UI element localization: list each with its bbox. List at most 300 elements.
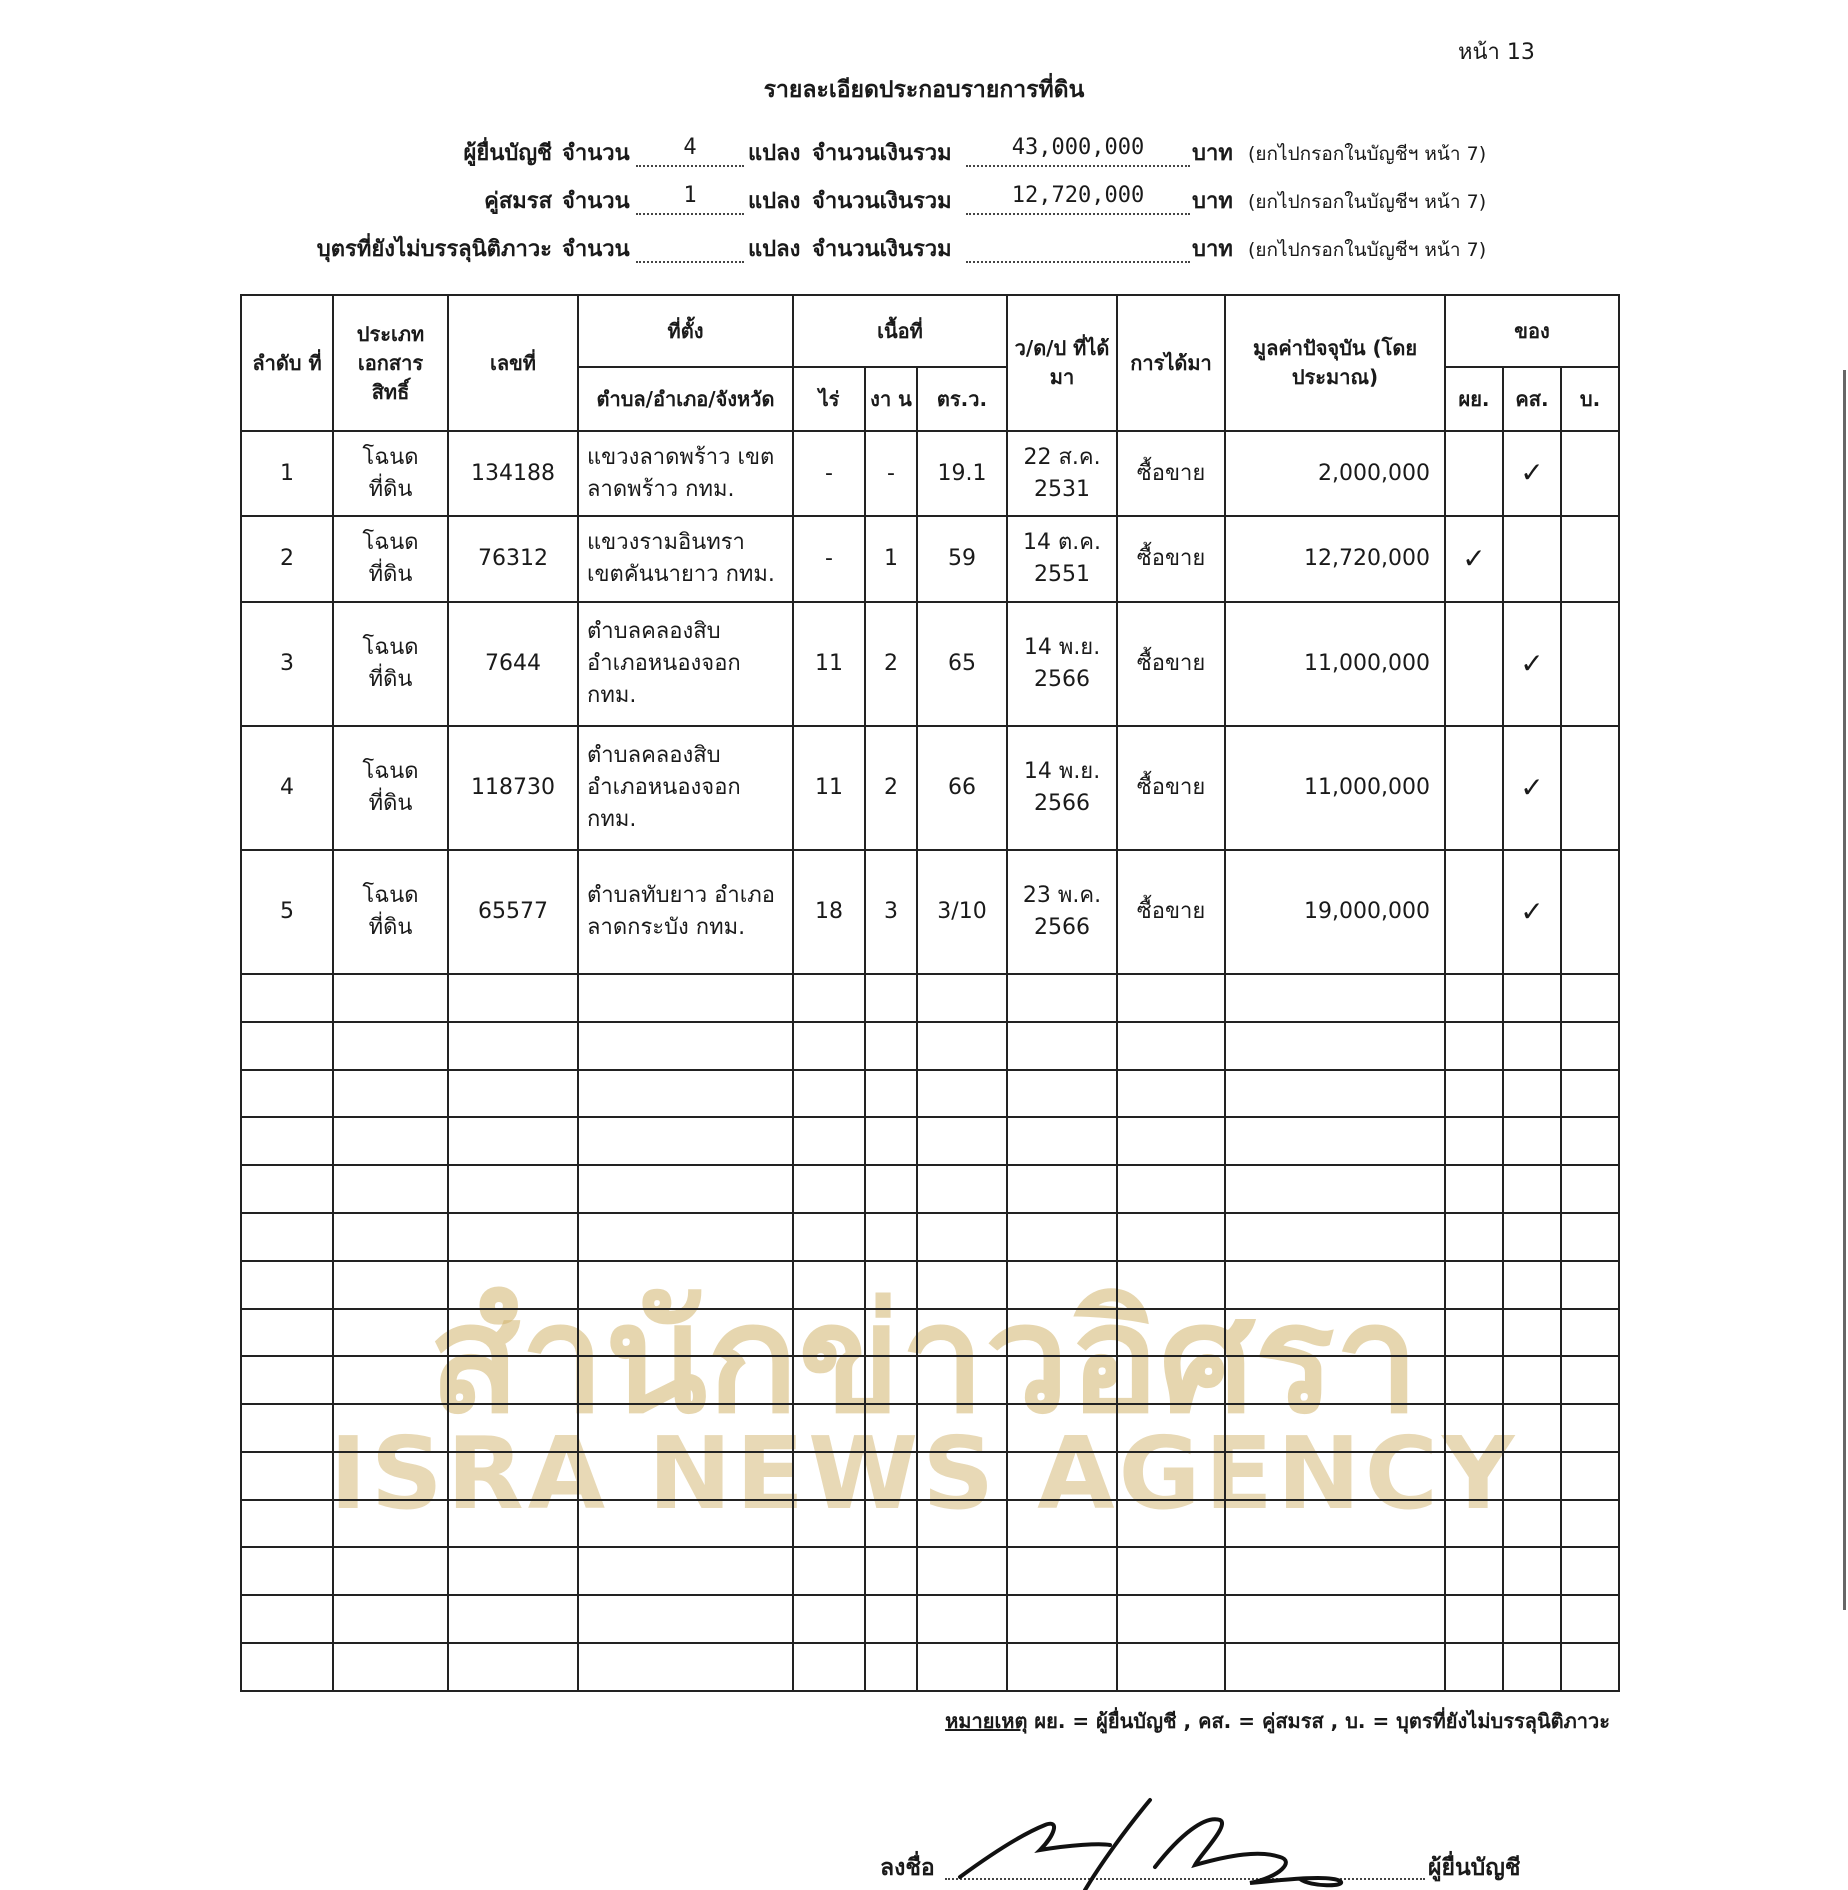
cell-date: 23 พ.ค. 2566 — [1007, 850, 1117, 974]
footnote — [945, 1705, 1610, 1737]
summary-label: คู่สมรส — [484, 189, 552, 214]
empty-cell — [865, 1404, 917, 1452]
cell-date: 14 พ.ย. 2566 — [1007, 602, 1117, 726]
empty-cell — [1007, 1452, 1117, 1500]
empty-cell — [1007, 1643, 1117, 1691]
cell-self — [1445, 431, 1503, 516]
empty-cell — [917, 1595, 1007, 1643]
empty-cell — [1225, 1547, 1445, 1595]
empty-cell — [241, 974, 333, 1022]
cell-seq: 5 — [241, 850, 333, 974]
cell-location: แขวงลาดพร้าว เขต ลาดพร้าว กทม. — [578, 431, 793, 516]
empty-cell — [578, 1595, 793, 1643]
cell-location: ตำบลคลองสิบ อำเภอหนองจอก กทม. — [578, 602, 793, 726]
empty-cell — [865, 1117, 917, 1165]
count-label: จำนวน — [562, 237, 630, 262]
empty-row — [241, 1261, 1619, 1309]
empty-cell — [1561, 1547, 1619, 1595]
empty-cell — [448, 1356, 578, 1404]
empty-cell — [1007, 1261, 1117, 1309]
empty-cell — [865, 1500, 917, 1548]
empty-cell — [917, 1404, 1007, 1452]
empty-cell — [333, 1261, 448, 1309]
cell-value: 11,000,000 — [1225, 602, 1445, 726]
cell-location: แขวงรามอินทรา เขตคันนายาว กทม. — [578, 516, 793, 601]
empty-cell — [241, 1452, 333, 1500]
empty-cell — [1561, 974, 1619, 1022]
cell-ngan: 2 — [865, 602, 917, 726]
footnote-text: ผย. = ผู้ยื่นบัญชี , คส. = คู่สมรส , บ. = บุตรที่ยังไม่บรรลุนิติภาวะ — [1034, 1709, 1610, 1733]
empty-cell — [1117, 1070, 1225, 1118]
header-ngan: งา น — [865, 367, 917, 431]
empty-cell — [917, 1213, 1007, 1261]
summary-label: ผู้ยื่นบัญชี — [463, 141, 552, 166]
land-details-table — [240, 294, 1620, 1692]
empty-cell — [333, 1213, 448, 1261]
cell-wa: 59 — [917, 516, 1007, 601]
empty-cell — [448, 1070, 578, 1118]
empty-cell — [1561, 1452, 1619, 1500]
header-owner: ของ — [1445, 295, 1619, 367]
header-owner-spouse: คส. — [1503, 367, 1561, 431]
empty-cell — [793, 1165, 865, 1213]
empty-cell — [1225, 1261, 1445, 1309]
cell-self — [1445, 726, 1503, 850]
empty-cell — [1117, 1117, 1225, 1165]
empty-cell — [333, 1452, 448, 1500]
empty-cell — [1225, 974, 1445, 1022]
empty-cell — [1117, 1547, 1225, 1595]
cell-value: 19,000,000 — [1225, 850, 1445, 974]
empty-cell — [1007, 1309, 1117, 1357]
empty-cell — [1503, 1117, 1561, 1165]
empty-cell — [917, 1452, 1007, 1500]
empty-cell — [865, 1643, 917, 1691]
empty-cell — [1225, 1022, 1445, 1070]
empty-cell — [578, 1643, 793, 1691]
empty-cell — [793, 1452, 865, 1500]
empty-cell — [578, 1309, 793, 1357]
empty-cell — [917, 1261, 1007, 1309]
empty-cell — [1117, 1213, 1225, 1261]
empty-cell — [1117, 1309, 1225, 1357]
page-number: หน้า 13 — [1458, 40, 1535, 65]
cell-rai: 11 — [793, 726, 865, 850]
header-seq: ลำดับ ที่ — [241, 295, 333, 431]
empty-row — [241, 1117, 1619, 1165]
cell-date: 14 ต.ค. 2551 — [1007, 516, 1117, 601]
empty-cell — [448, 1452, 578, 1500]
empty-cell — [1007, 1165, 1117, 1213]
empty-cell — [1445, 1070, 1503, 1118]
signature-label: ลงชื่อ — [880, 1855, 935, 1881]
header-location-sub: ตำบล/อำเภอ/จังหวัด — [578, 367, 793, 431]
cell-acquired: ซื้อขาย — [1117, 850, 1225, 974]
currency-label: บาท — [1192, 141, 1233, 166]
cell-acquired: ซื้อขาย — [1117, 516, 1225, 601]
empty-cell — [241, 1500, 333, 1548]
empty-cell — [1007, 974, 1117, 1022]
empty-cell — [1225, 1165, 1445, 1213]
empty-cell — [917, 1356, 1007, 1404]
empty-cell — [1007, 1356, 1117, 1404]
empty-row — [241, 1452, 1619, 1500]
cell-doc-type: โฉนด ที่ดิน — [333, 431, 448, 516]
cell-value: 11,000,000 — [1225, 726, 1445, 850]
empty-cell — [1561, 1356, 1619, 1404]
empty-cell — [917, 1070, 1007, 1118]
empty-row — [241, 1643, 1619, 1691]
empty-cell — [1445, 1452, 1503, 1500]
footnote-label: หมายเหตุ — [945, 1709, 1028, 1733]
empty-cell — [865, 1070, 917, 1118]
empty-cell — [865, 974, 917, 1022]
empty-row — [241, 1500, 1619, 1548]
empty-cell — [1561, 1404, 1619, 1452]
empty-cell — [793, 1070, 865, 1118]
empty-cell — [1445, 1595, 1503, 1643]
cell-rai: - — [793, 431, 865, 516]
scan-edge — [1843, 370, 1846, 1610]
cell-wa: 19.1 — [917, 431, 1007, 516]
header-acquired: การได้มา — [1117, 295, 1225, 431]
cell-child — [1561, 850, 1619, 974]
empty-cell — [1225, 1213, 1445, 1261]
empty-cell — [241, 1070, 333, 1118]
document-title: รายละเอียดประกอบรายการที่ดิน — [763, 77, 1085, 103]
empty-cell — [241, 1404, 333, 1452]
cell-doc-type: โฉนด ที่ดิน — [333, 602, 448, 726]
empty-cell — [1225, 1452, 1445, 1500]
count-label: จำนวน — [562, 189, 630, 214]
cell-doc-type: โฉนด ที่ดิน — [333, 516, 448, 601]
empty-cell — [448, 1309, 578, 1357]
empty-cell — [1445, 1309, 1503, 1357]
empty-cell — [1225, 1356, 1445, 1404]
unit-label: แปลง — [748, 189, 801, 214]
header-wa: ตร.ว. — [917, 367, 1007, 431]
table-row — [241, 602, 1619, 726]
empty-cell — [578, 1547, 793, 1595]
empty-row — [241, 1595, 1619, 1643]
empty-cell — [793, 1117, 865, 1165]
empty-cell — [865, 1309, 917, 1357]
empty-cell — [333, 1404, 448, 1452]
empty-cell — [1503, 1213, 1561, 1261]
empty-cell — [1225, 1500, 1445, 1548]
empty-cell — [1225, 1070, 1445, 1118]
empty-cell — [865, 1165, 917, 1213]
empty-row — [241, 1022, 1619, 1070]
empty-cell — [793, 974, 865, 1022]
cell-number: 65577 — [448, 850, 578, 974]
cell-spouse: ✓ — [1503, 602, 1561, 726]
empty-cell — [1561, 1213, 1619, 1261]
empty-cell — [578, 1404, 793, 1452]
empty-cell — [333, 1165, 448, 1213]
cell-child — [1561, 602, 1619, 726]
empty-cell — [1007, 1547, 1117, 1595]
cell-spouse: ✓ — [1503, 431, 1561, 516]
empty-cell — [1117, 1404, 1225, 1452]
cell-self: ✓ — [1445, 516, 1503, 601]
empty-cell — [1503, 1261, 1561, 1309]
cell-wa: 66 — [917, 726, 1007, 850]
cell-rai: - — [793, 516, 865, 601]
table-row — [241, 516, 1619, 601]
empty-cell — [865, 1595, 917, 1643]
empty-cell — [1561, 1643, 1619, 1691]
empty-cell — [917, 1117, 1007, 1165]
cell-seq: 2 — [241, 516, 333, 601]
total-value: 43,000,000 — [966, 135, 1190, 167]
summary-row-child — [0, 231, 1848, 265]
cell-value: 12,720,000 — [1225, 516, 1445, 601]
empty-cell — [1445, 1213, 1503, 1261]
empty-cell — [793, 1309, 865, 1357]
empty-cell — [1225, 1309, 1445, 1357]
empty-cell — [865, 1547, 917, 1595]
empty-cell — [793, 1356, 865, 1404]
empty-cell — [1503, 1643, 1561, 1691]
header-number: เลขที่ — [448, 295, 578, 431]
empty-cell — [1561, 1500, 1619, 1548]
empty-cell — [1445, 1022, 1503, 1070]
empty-cell — [333, 1309, 448, 1357]
cell-spouse: ✓ — [1503, 850, 1561, 974]
cell-rai: 18 — [793, 850, 865, 974]
empty-row — [241, 1309, 1619, 1357]
empty-cell — [448, 1404, 578, 1452]
empty-cell — [578, 974, 793, 1022]
cell-acquired: ซื้อขาย — [1117, 431, 1225, 516]
empty-cell — [793, 1643, 865, 1691]
empty-cell — [793, 1404, 865, 1452]
watermark-english: ISRA NEWS AGENCY — [329, 1415, 1519, 1532]
cell-wa: 65 — [917, 602, 1007, 726]
empty-cell — [1445, 1117, 1503, 1165]
empty-cell — [1007, 1070, 1117, 1118]
empty-cell — [1503, 1165, 1561, 1213]
empty-cell — [578, 1356, 793, 1404]
unit-label: แปลง — [748, 237, 801, 262]
cell-acquired: ซื้อขาย — [1117, 602, 1225, 726]
empty-cell — [333, 1500, 448, 1548]
summary-label: บุตรที่ยังไม่บรรลุนิติภาวะ — [316, 237, 552, 262]
empty-cell — [578, 1213, 793, 1261]
cell-ngan: 2 — [865, 726, 917, 850]
cell-self — [1445, 602, 1503, 726]
cell-acquired: ซื้อขาย — [1117, 726, 1225, 850]
count-value: 4 — [636, 135, 744, 167]
unit-label: แปลง — [748, 141, 801, 166]
cell-spouse: ✓ — [1503, 726, 1561, 850]
empty-row — [241, 1356, 1619, 1404]
empty-cell — [1503, 1500, 1561, 1548]
empty-cell — [1561, 1261, 1619, 1309]
cell-number: 7644 — [448, 602, 578, 726]
empty-cell — [1561, 1309, 1619, 1357]
signer-role: ผู้ยื่นบัญชี — [1428, 1855, 1521, 1881]
currency-label: บาท — [1192, 189, 1233, 214]
empty-cell — [1007, 1595, 1117, 1643]
empty-cell — [1225, 1117, 1445, 1165]
empty-cell — [1503, 1404, 1561, 1452]
empty-cell — [1503, 974, 1561, 1022]
header-location: ที่ตั้ง — [578, 295, 793, 367]
cell-wa: 3/10 — [917, 850, 1007, 974]
cell-date: 22 ส.ค. 2531 — [1007, 431, 1117, 516]
cell-number: 134188 — [448, 431, 578, 516]
summary-row-filer — [0, 135, 1848, 169]
empty-cell — [1445, 1356, 1503, 1404]
empty-cell — [448, 974, 578, 1022]
empty-cell — [1007, 1117, 1117, 1165]
empty-cell — [448, 1261, 578, 1309]
empty-cell — [1561, 1117, 1619, 1165]
cell-location: ตำบลทับยาว อำเภอลาดกระบัง กทม. — [578, 850, 793, 974]
empty-cell — [241, 1309, 333, 1357]
empty-cell — [1503, 1547, 1561, 1595]
empty-cell — [241, 1117, 333, 1165]
empty-cell — [865, 1261, 917, 1309]
total-label: จำนวนเงินรวม — [812, 237, 952, 262]
empty-cell — [1503, 1309, 1561, 1357]
empty-cell — [578, 1165, 793, 1213]
empty-cell — [333, 1595, 448, 1643]
cell-doc-type: โฉนด ที่ดิน — [333, 726, 448, 850]
empty-cell — [1225, 1595, 1445, 1643]
currency-label: บาท — [1192, 237, 1233, 262]
empty-cell — [1503, 1595, 1561, 1643]
empty-cell — [241, 1595, 333, 1643]
empty-cell — [1445, 974, 1503, 1022]
handwritten-signature — [950, 1795, 1420, 1890]
carry-note: (ยกไปกรอกในบัญชีฯ หน้า 7) — [1248, 191, 1487, 213]
empty-cell — [1117, 1452, 1225, 1500]
cell-seq: 3 — [241, 602, 333, 726]
empty-cell — [578, 1500, 793, 1548]
carry-note: (ยกไปกรอกในบัญชีฯ หน้า 7) — [1248, 143, 1487, 165]
empty-cell — [917, 1643, 1007, 1691]
empty-cell — [917, 974, 1007, 1022]
empty-cell — [333, 1117, 448, 1165]
empty-cell — [578, 1022, 793, 1070]
empty-row — [241, 1165, 1619, 1213]
cell-seq: 4 — [241, 726, 333, 850]
empty-cell — [1561, 1165, 1619, 1213]
cell-seq: 1 — [241, 431, 333, 516]
empty-cell — [1445, 1643, 1503, 1691]
summary-row-spouse — [0, 183, 1848, 217]
header-area: เนื้อที่ — [793, 295, 1007, 367]
empty-cell — [1007, 1404, 1117, 1452]
header-owner-self: ผย. — [1445, 367, 1503, 431]
empty-cell — [333, 1070, 448, 1118]
empty-cell — [1117, 1165, 1225, 1213]
header-rai: ไร่ — [793, 367, 865, 431]
total-label: จำนวนเงินรวม — [812, 141, 952, 166]
empty-cell — [241, 1261, 333, 1309]
header-date: ว/ด/ป ที่ได้มา — [1007, 295, 1117, 431]
empty-row — [241, 974, 1619, 1022]
table-row — [241, 726, 1619, 850]
empty-cell — [917, 1547, 1007, 1595]
empty-cell — [793, 1022, 865, 1070]
cell-child — [1561, 431, 1619, 516]
empty-cell — [241, 1547, 333, 1595]
cell-rai: 11 — [793, 602, 865, 726]
empty-cell — [578, 1070, 793, 1118]
empty-cell — [865, 1452, 917, 1500]
empty-cell — [241, 1213, 333, 1261]
empty-cell — [241, 1356, 333, 1404]
empty-cell — [1117, 1500, 1225, 1548]
header-owner-child: บ. — [1561, 367, 1619, 431]
empty-cell — [1445, 1165, 1503, 1213]
empty-cell — [241, 1022, 333, 1070]
empty-cell — [448, 1595, 578, 1643]
empty-cell — [1225, 1643, 1445, 1691]
cell-number: 76312 — [448, 516, 578, 601]
empty-cell — [1561, 1022, 1619, 1070]
header-doc-type: ประเภท เอกสาร สิทธิ์ — [333, 295, 448, 431]
cell-number: 118730 — [448, 726, 578, 850]
cell-ngan: - — [865, 431, 917, 516]
empty-row — [241, 1547, 1619, 1595]
empty-cell — [1503, 1070, 1561, 1118]
empty-cell — [1117, 1356, 1225, 1404]
cell-child — [1561, 516, 1619, 601]
total-label: จำนวนเงินรวม — [812, 189, 952, 214]
empty-cell — [448, 1643, 578, 1691]
empty-cell — [333, 1643, 448, 1691]
empty-cell — [333, 1022, 448, 1070]
empty-row — [241, 1070, 1619, 1118]
cell-ngan: 1 — [865, 516, 917, 601]
empty-cell — [448, 1547, 578, 1595]
empty-cell — [578, 1261, 793, 1309]
empty-row — [241, 1213, 1619, 1261]
empty-cell — [1117, 1022, 1225, 1070]
empty-cell — [333, 974, 448, 1022]
empty-cell — [1007, 1022, 1117, 1070]
empty-cell — [793, 1500, 865, 1548]
empty-cell — [865, 1213, 917, 1261]
empty-cell — [917, 1022, 1007, 1070]
empty-cell — [1445, 1547, 1503, 1595]
empty-cell — [917, 1165, 1007, 1213]
cell-value: 2,000,000 — [1225, 431, 1445, 516]
empty-cell — [1117, 1643, 1225, 1691]
empty-cell — [448, 1117, 578, 1165]
empty-cell — [793, 1261, 865, 1309]
watermark-thai: สำนักข่าวอิศรา — [428, 1273, 1420, 1447]
total-value — [966, 231, 1190, 263]
empty-cell — [1503, 1452, 1561, 1500]
cell-spouse — [1503, 516, 1561, 601]
cell-doc-type: โฉนด ที่ดิน — [333, 850, 448, 974]
empty-row — [241, 1404, 1619, 1452]
carry-note: (ยกไปกรอกในบัญชีฯ หน้า 7) — [1248, 239, 1487, 261]
empty-cell — [1117, 1261, 1225, 1309]
empty-cell — [917, 1309, 1007, 1357]
empty-cell — [578, 1452, 793, 1500]
empty-cell — [448, 1213, 578, 1261]
empty-cell — [793, 1213, 865, 1261]
empty-cell — [1561, 1070, 1619, 1118]
empty-cell — [865, 1022, 917, 1070]
